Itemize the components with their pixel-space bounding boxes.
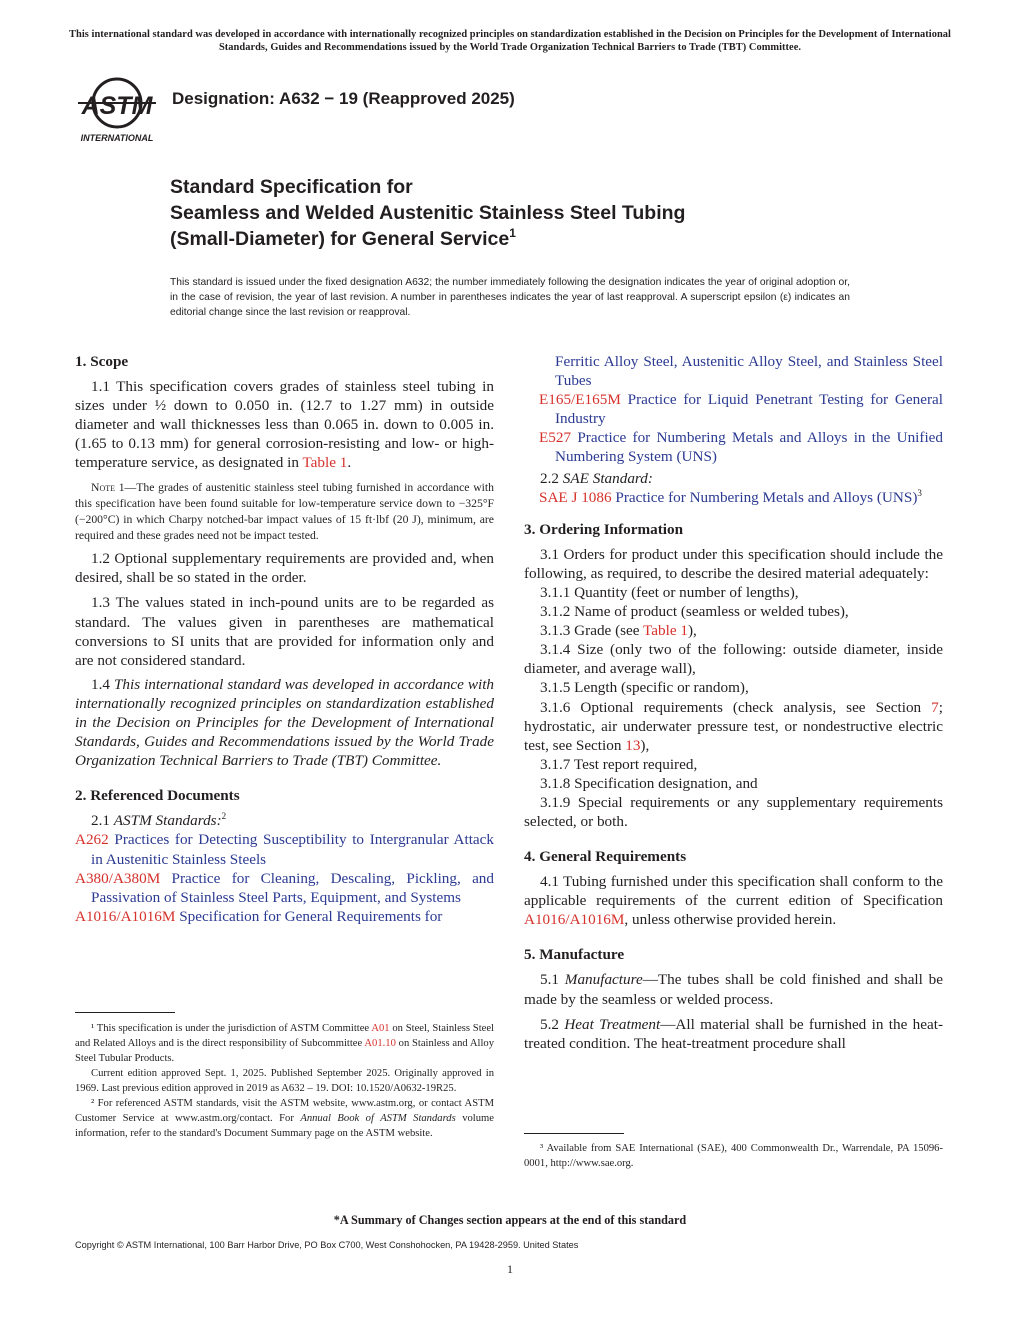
para-2-1: 2.1 ASTM Standards:$^2$ bbox=[91, 811, 227, 830]
ref-title-e165[interactable]: Practice for Liquid Penetrant Testing for General Industry bbox=[555, 391, 943, 428]
ref-code-e527[interactable]: E527 bbox=[539, 429, 572, 447]
para-1-1: 1.1 This specification covers grades of stainless steel tubing in sizes under ½ down to 0.050 in. (12.7 to 1.27 mm) in outside diameter and wall thicknesses less than 0.065 in. down to 0.005 in. (1.65 to 0.13 mm) for general corrosion-resisting and low- or high-temperature service, as designated in Table 1. bbox=[75, 378, 494, 472]
section-5-heading: 5. Manufacture bbox=[524, 946, 625, 964]
top-note: This international standard was developed in accordance with internationally recognized principles on standardization established in the Decision on Principles for the Development of International Standards, Guides and Recommendations issued by the World Trade Organization Technical Barriers to Trade (TBT) Committee. bbox=[69, 29, 951, 53]
left-column bbox=[75, 352, 494, 926]
footnote-1-edition: Current edition approved Sept. 1, 2025. Published September 2025. Originally approved in 1969. Last previous edition approved in 2019 as A632 – 19. DOI: 10.1520/A0632-19R25. bbox=[75, 1068, 494, 1094]
fn-link-a01-10[interactable]: A01.10 bbox=[364, 1038, 396, 1049]
para-2-2: 2.2 SAE Standard: bbox=[540, 469, 653, 487]
para-3-1-4: 3.1.4 Size (only two of the following: outside diameter, inside diameter, and average wall), bbox=[524, 641, 943, 678]
ref-sae: SAE J 1086 Practice for Numbering Metals and Alloys (UNS)$^3$ bbox=[539, 487, 922, 506]
para-5-1: 5.1 Manufacture—The tubes shall be cold finished and shall be made by the seamless or welded process. bbox=[524, 971, 944, 1008]
footnote-rule-right bbox=[524, 1133, 624, 1134]
section-7-link[interactable]: 7 bbox=[931, 698, 939, 716]
summary-note: *A Summary of Changes section appears at the end of this standard bbox=[333, 1213, 687, 1227]
a1016-link[interactable]: A1016/A1016M bbox=[524, 911, 625, 929]
table-1-link[interactable]: Table 1 bbox=[302, 454, 348, 472]
page-number: 1 bbox=[507, 1262, 513, 1276]
title-line-1: Standard Specification for bbox=[170, 176, 413, 198]
para-3-1-8: 3.1.8 Specification designation, and bbox=[540, 774, 758, 792]
section-4-heading: 4. General Requirements bbox=[524, 848, 687, 866]
para-3-1-2: 3.1.2 Name of product (seamless or welded tubes), bbox=[540, 603, 849, 621]
ref-title-sae[interactable]: Practice for Numbering Metals and Alloys (UNS) bbox=[611, 488, 918, 506]
logo-text: ASTM bbox=[81, 92, 153, 120]
ref-code-a1016[interactable]: A1016/A1016M bbox=[75, 907, 176, 925]
title-line-3: (Small-Diameter) for General Service$^1$ bbox=[170, 226, 516, 250]
para-4-1: 4.1 Tubing furnished under this specification shall conform to the applicable requirements of the current edition of Specification A1016/A1016M, unless otherwise provided herein. bbox=[524, 873, 943, 929]
page-title bbox=[170, 174, 970, 252]
para-5-2: 5.2 Heat Treatment—All material shall be furnished in the heat-treated condition. The heat-treatment procedure shall bbox=[524, 1015, 943, 1052]
footnotes-left bbox=[75, 1021, 494, 1141]
footnote-rule-left bbox=[75, 1012, 175, 1013]
footnote-1: ¹ This specification is under the jurisdiction of ASTM Committee A01 on Steel, Stainless Steel and Related Alloys and is the direct responsibility of Subcommittee A01.10 on Stainless and Alloy Steel Tubular Products. bbox=[75, 1023, 495, 1064]
note-1: Note 1—The grades of austenitic stainless steel tubing furnished in accordance with this specification have been found suitable for low-temperature service down to −325°F (−200°C) in which Charpy notched-bar impact values of 15 ft·lbf (20 J), minimum, are required and these grades need not be impact tested. bbox=[75, 481, 494, 542]
ref-title-a262[interactable]: Practices for Detecting Susceptibility to Intergranular Attack in Austenitic Stainless Steels bbox=[91, 831, 494, 868]
footnote-2: ² For referenced ASTM standards, visit the ASTM website, www.astm.org, or contact ASTM Customer Service at www.astm.org/contact. For Annual Book of ASTM Standards volume information, refer to the standard's Document Summary page on the ASTM website. bbox=[75, 1098, 494, 1139]
ref-title-a380[interactable]: Practice for Cleaning, Descaling, Pickling, and Passivation of Stainless Steel Parts, Equipment, and Systems bbox=[91, 869, 494, 906]
ref-code-a262[interactable]: A262 bbox=[75, 831, 109, 849]
para-3-1-9: 3.1.9 Special requirements or any supplementary requirements selected, or both. bbox=[524, 793, 943, 831]
para-3-1-5: 3.1.5 Length (specific or random), bbox=[540, 679, 749, 697]
ref-a1016-cont[interactable]: Ferritic Alloy Steel, Austenitic Alloy Steel, and Stainless Steel Tubes bbox=[555, 353, 943, 390]
fn-link-a01[interactable]: A01 bbox=[371, 1023, 390, 1034]
ref-title-e527[interactable]: Practice for Numbering Metals and Alloys in the Unified Numbering System (UNS) bbox=[555, 429, 943, 466]
para-1-3: 1.3 The values stated in inch-pound units are to be regarded as standard. The values given in parentheses are mathematical conversions to SI units that are provided for information only and are not considered standard. bbox=[75, 594, 494, 669]
ref-title-a1016[interactable]: Specification for General Requirements for bbox=[175, 907, 443, 925]
ref-a262 bbox=[75, 830, 494, 868]
issuance-statement: This standard is issued under the fixed designation A632; the number immediately following the designation indicates the year of original adoption or, in the case of revision, the year of last revision. A number in parentheses indicates the year of last reapproval. A superscript epsilon (ε) indicates an editorial change since the last revision or reapproval. bbox=[170, 277, 850, 318]
footnote-3: ³ Available from SAE International (SAE), 400 Commonwealth Dr., Warrendale, PA 15096-0001, http://www.sae.org. bbox=[524, 1143, 943, 1169]
table-1-link-2[interactable]: Table 1 bbox=[643, 622, 688, 640]
logo-subtext: INTERNATIONAL bbox=[80, 133, 154, 143]
designation: Designation: A632 − 19 (Reapproved 2025) bbox=[172, 89, 515, 108]
ref-a380 bbox=[75, 869, 494, 907]
section-2-heading: 2. Referenced Documents bbox=[75, 787, 240, 805]
astm-logo bbox=[72, 72, 162, 144]
para-1-4: 1.4 This international standard was developed in accordance with internationally recognized principles on standardization established in the Decision on Principles for the Development of International Standards, Guides and Recommendations issued by the World Trade Organization Technical Barriers to Trade (TBT) Committee. bbox=[75, 675, 495, 770]
ref-a1016 bbox=[75, 907, 494, 926]
para-3-1-7: 3.1.7 Test report required, bbox=[540, 755, 698, 773]
right-column bbox=[524, 352, 943, 1053]
para-3-1: 3.1 Orders for product under this specification should include the following, as required, to describe the desired material adequately: bbox=[524, 545, 943, 582]
para-3-1-1: 3.1.1 Quantity (feet or number of lengths), bbox=[540, 583, 799, 601]
ref-code-sae[interactable]: SAE J 1086 bbox=[539, 488, 612, 506]
section-3-heading: 3. Ordering Information bbox=[524, 520, 684, 538]
ref-e527 bbox=[524, 428, 943, 466]
title-line-2: Seamless and Welded Austenitic Stainless Steel Tubing bbox=[170, 202, 686, 224]
para-3-1-6: 3.1.6 Optional requirements (check analysis, see Section 7; hydrostatic, air underwater pressure test, or nondestructive electric test, see Section 13), bbox=[524, 698, 943, 754]
para-3-1-3: 3.1.3 Grade (see Table 1), bbox=[540, 622, 697, 640]
ref-e165 bbox=[524, 390, 943, 428]
ref-code-e165[interactable]: E165/E165M bbox=[539, 391, 621, 409]
ref-code-a380[interactable]: A380/A380M bbox=[75, 869, 161, 887]
section-13-link[interactable]: 13 bbox=[625, 736, 641, 754]
para-1-2: 1.2 Optional supplementary requirements are provided and, when desired, shall be so stated in the order. bbox=[75, 550, 494, 587]
section-1-heading: 1. Scope bbox=[75, 353, 129, 370]
copyright: Copyright © ASTM International, 100 Barr Harbor Drive, PO Box C700, West Conshohocken, PA 19428-2959. United States bbox=[75, 1240, 579, 1250]
